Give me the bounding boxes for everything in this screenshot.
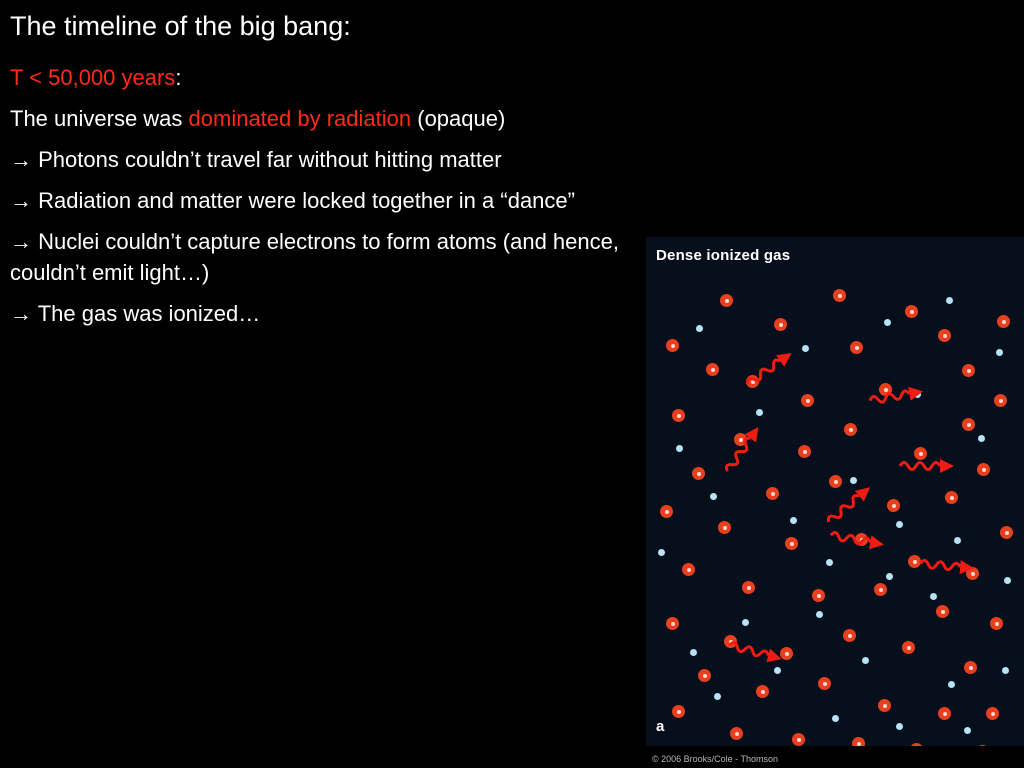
electron-particle (1002, 667, 1009, 674)
ion-particle (798, 445, 811, 458)
ion-particle (874, 583, 887, 596)
electron-particle (886, 573, 893, 580)
ion-particle (962, 364, 975, 377)
electron-particle (742, 619, 749, 626)
ion-particle (720, 294, 733, 307)
electron-particle (964, 727, 971, 734)
electron-particle (896, 723, 903, 730)
ion-particle (994, 394, 1007, 407)
bullet-temperature (10, 62, 670, 94)
temperature-value: T < 50,000 years (10, 65, 176, 90)
electron-particle (896, 521, 903, 528)
electron-particle (790, 517, 797, 524)
ion-particle (801, 394, 814, 407)
particle-scene (646, 237, 1024, 768)
ion-particle (990, 617, 1003, 630)
electron-particle (710, 493, 717, 500)
ion-particle (660, 505, 673, 518)
dominated-highlight: dominated by radiation (188, 105, 412, 131)
ion-particle (964, 661, 977, 674)
electron-particle (658, 549, 665, 556)
ion-particle (850, 341, 863, 354)
ion-particle (756, 685, 769, 698)
photon-wave-arrow-icon (740, 343, 803, 398)
electron-particle (996, 349, 1003, 356)
electron-particle (696, 325, 703, 332)
dense-ionized-gas-figure (646, 237, 1024, 768)
figure-panel-label: a (656, 718, 665, 735)
photon-wave-arrow-icon (866, 380, 928, 417)
ion-particle (672, 705, 685, 718)
ion-particle (938, 707, 951, 720)
electron-particle (948, 681, 955, 688)
electron-particle (756, 409, 763, 416)
ion-particle (905, 305, 918, 318)
ion-particle (742, 581, 755, 594)
dominated-suffix: (opaque) (411, 105, 506, 131)
ion-particle (902, 641, 915, 654)
ion-particle (792, 733, 805, 746)
dominated-prefix: The universe was (10, 105, 189, 131)
electron-particle (1004, 577, 1011, 584)
bullet-dance: → Radiation and matter were locked together in a “dance” (10, 187, 575, 213)
ion-particle (829, 475, 842, 488)
ion-particle (887, 499, 900, 512)
ion-particle (730, 727, 743, 740)
photon-wave-arrow-icon (826, 524, 888, 561)
ion-particle (977, 463, 990, 476)
temperature-colon: : (175, 65, 182, 90)
photon-wave-arrow-icon (917, 553, 977, 585)
bullet-photons: → Photons couldn’t travel far without hitting matter (10, 146, 502, 172)
ion-particle (818, 677, 831, 690)
bullet-dominated (10, 103, 670, 135)
ion-particle (843, 629, 856, 642)
electron-particle (954, 537, 961, 544)
ion-particle (692, 467, 705, 480)
electron-particle (816, 611, 823, 618)
ion-particle (666, 617, 679, 630)
electron-particle (676, 445, 683, 452)
ion-particle (698, 669, 711, 682)
ion-particle (666, 339, 679, 352)
ion-particle (682, 563, 695, 576)
ion-particle (1000, 526, 1013, 539)
photon-wave-arrow-icon (723, 634, 786, 675)
electron-particle (802, 345, 809, 352)
ion-particle (672, 409, 685, 422)
electron-particle (826, 559, 833, 566)
ion-particle (785, 537, 798, 550)
electron-particle (862, 657, 869, 664)
ion-particle (833, 289, 846, 302)
ion-particle (936, 605, 949, 618)
electron-particle (978, 435, 985, 442)
bullet-nuclei: → Nuclei couldn’t capture electrons to form atoms (and hence, couldn’t emit light…) (10, 228, 619, 286)
ion-particle (718, 521, 731, 534)
ion-particle (812, 589, 825, 602)
ion-particle (962, 418, 975, 431)
electron-particle (832, 715, 839, 722)
ion-particle (774, 318, 787, 331)
ion-particle (945, 491, 958, 504)
photon-wave-arrow-icon (717, 419, 772, 482)
electron-particle (930, 593, 937, 600)
page-title: The timeline of the big bang: (10, 11, 351, 41)
electron-particle (690, 649, 697, 656)
ion-particle (706, 363, 719, 376)
figure-credit: © 2006 Brooks/Cole - Thomson (652, 754, 779, 764)
electron-particle (884, 319, 891, 326)
figure-title: Dense ionized gas (656, 247, 791, 264)
ion-particle (766, 487, 779, 500)
ion-particle (878, 699, 891, 712)
ion-particle (938, 329, 951, 342)
electron-particle (714, 693, 721, 700)
slide-body (10, 62, 670, 339)
photon-wave-arrow-icon (898, 455, 956, 482)
ion-particle (997, 315, 1010, 328)
ion-particle (844, 423, 857, 436)
electron-particle (946, 297, 953, 304)
bullet-ionized: → The gas was ionized… (10, 301, 261, 327)
ion-particle (986, 707, 999, 720)
